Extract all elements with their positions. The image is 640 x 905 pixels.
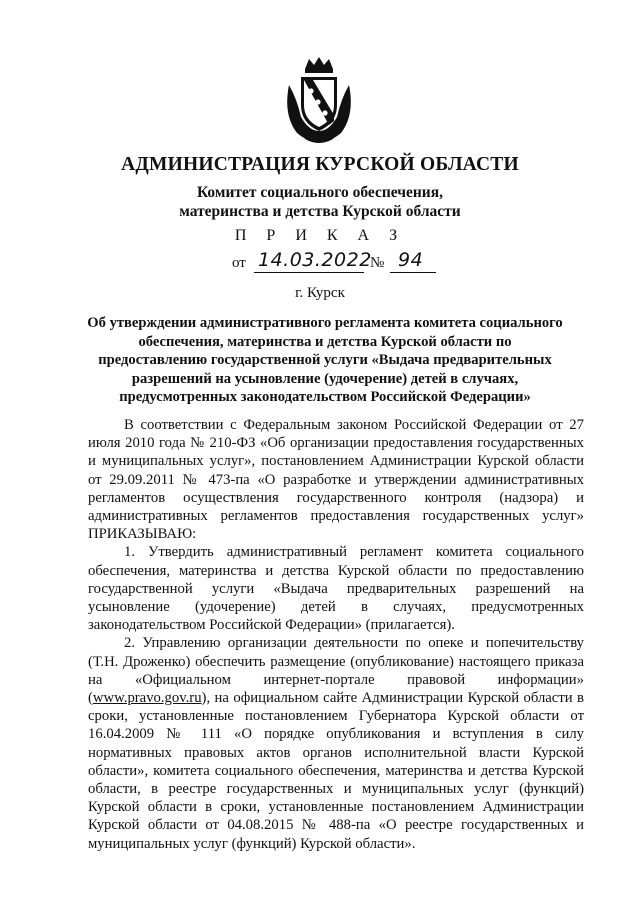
date-prefix: от: [232, 255, 246, 271]
number-underline: [390, 272, 436, 273]
order-date-number-line: [232, 251, 442, 275]
city-name: г. Курск: [295, 285, 345, 301]
item-2-text-end: ), на официальном сайте Администрации Курской области в сроки, установленные постановлением Губернатора Курской области от 16.04.2009 № 111 «О порядке опубликования и вступления в силу нормативных правовых актов органов исполнительной власти Курской области», комитета социального обеспечения, материнства и детства Курской области, в реестре государственных и муниципальных услуг (функций) Курской области в сроки, установленные постановлением Администрации Курской области от 04.08.2015 № 488-па «О реестре государственных и муниципальных услуг (функций) Курской области».: [88, 690, 584, 852]
committee-line-1: Комитет социального обеспечения,: [196, 184, 444, 201]
handwritten-number: 94: [398, 249, 424, 271]
handwritten-date: 14.03.2022: [258, 249, 372, 271]
preamble-paragraph: В соответствии с Федеральным законом Российской Федерации от 27 июля 2010 года № 210-ФЗ «Об организации предоставления государственных и муниципальных услуг», постановлением Администрации Курской области от 29.09.2011 № 473-па «О разработке и утверждении административных регламентов осуществления государственного контроля (надзора) и административных регламентов предоставления государственных услуг» ПРИКАЗЫВАЮ:: [88, 417, 584, 543]
date-underline: [254, 272, 364, 273]
order-subject: Об утверждении административного регламента комитета социального обеспечения, материнства и детства Курской области по предоставлению государственной услуги «Выдача предварительных разрешений на усыновление (удочерение) детей в случаях, предусмотренных законодательством Российской Федерации»: [87, 315, 563, 405]
item-2-text-start: 2. Управлению организации деятельности по опеке и попечительству (Т.Н. Дроженко) обеспечить размещение (опубликование) настоящего приказа на «Официальном интернет-портале правовой информации» (: [88, 635, 584, 707]
order-title: П Р И К А З: [234, 227, 406, 244]
item-1-paragraph: 1. Утвердить административный регламент комитета социального обеспечения, материнства и детства Курской области по предоставлению государственной услуги «Выдача предварительных разрешений на усыновление (удочерение) детей в случаях, предусмотренных законодательством Российской Федерации» (прилагается).: [88, 544, 584, 634]
organization-title: АДМИНИСТРАЦИЯ КУРСКОЙ ОБЛАСТИ: [121, 154, 519, 175]
number-prefix: №: [370, 255, 385, 271]
item-2-paragraph: [88, 634, 584, 852]
committee-line-2: материнства и детства Курской области: [179, 203, 461, 220]
order-body: [88, 416, 584, 853]
pravo-gov-link[interactable]: www.pravo.gov.ru: [92, 690, 202, 707]
coat-of-arms-emblem: [283, 55, 355, 145]
committee-name: [0, 183, 640, 221]
